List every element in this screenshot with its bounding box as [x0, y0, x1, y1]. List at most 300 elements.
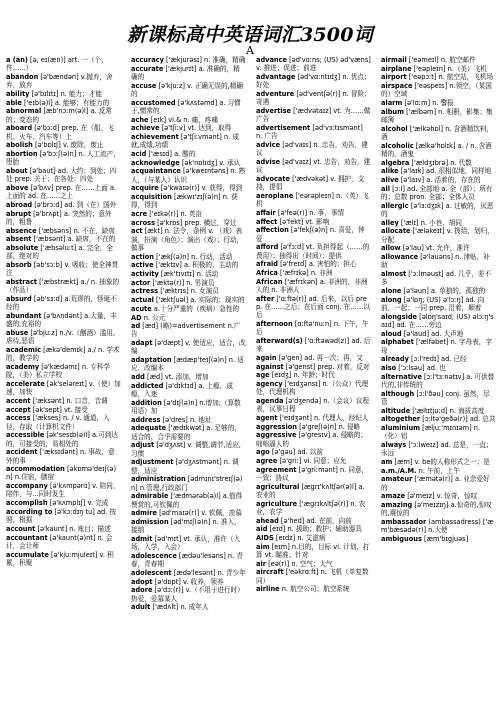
vocab-entry — [131, 99, 246, 116]
headword: adopt — [131, 577, 153, 586]
definition: ad. 按照，根据 — [6, 507, 117, 525]
vocab-entry — [6, 167, 121, 184]
vocab-entry — [6, 465, 121, 482]
phonetic: [ə'laɪv] — [400, 176, 425, 185]
headword: against — [256, 362, 284, 371]
headword: addicted — [131, 381, 164, 390]
definition: n. 含酒精饮料，酒 — [381, 124, 494, 142]
vocab-entry — [256, 320, 371, 337]
phonetic: ['ɔːlsəu] — [398, 364, 425, 373]
definition: n. 账目；描述 — [69, 524, 111, 533]
headword: advocate — [256, 174, 290, 183]
phonetic: [ə'feə(r)] — [277, 208, 308, 217]
vocab-entry — [381, 424, 496, 441]
phonetic: [ə'dʒendə] — [285, 396, 322, 405]
vocab-entry — [131, 475, 246, 492]
definition: n.领空，（某国的）空域 — [381, 82, 492, 99]
phonetic: [ə'gresɪv] — [298, 431, 331, 440]
definition: n. 航空公司；航空系统 — [281, 585, 350, 594]
vocab-entry — [6, 380, 121, 397]
vocab-entry — [6, 184, 121, 201]
phonetic: [əd'mɪt] — [154, 535, 182, 544]
vocab-entry — [131, 373, 246, 381]
phonetic: [æd] — [147, 373, 163, 382]
headword: actress — [131, 287, 159, 296]
definition: ad. 已经 — [441, 355, 467, 364]
vocab-entry — [131, 492, 246, 509]
phonetic: [ə, eɪ(æn)] — [30, 56, 66, 64]
definition: vt. 承认，准许（入场，入学，入会） — [131, 535, 241, 552]
headword: aggression — [256, 422, 297, 431]
definition: a. 准确的，精确的 — [131, 64, 240, 81]
definition: v.（使）加速，加快 — [6, 379, 121, 397]
vocab-entry — [256, 371, 371, 379]
headword: adventure — [256, 89, 295, 98]
phonetic: [ə'kaunt(ə)nt] — [49, 533, 96, 542]
vocab-entry — [381, 415, 496, 423]
definition: prep. 对着，反对 — [317, 362, 370, 371]
headword: am — [381, 458, 393, 467]
phonetic: [əd'vɜːtɪsmənt] — [312, 123, 363, 132]
headword: above — [6, 183, 29, 192]
headword: accompany — [6, 482, 48, 491]
headword: administration — [131, 475, 186, 484]
vocab-entry — [131, 150, 246, 158]
headword: advertisement — [256, 123, 311, 132]
headword: actor — [131, 278, 151, 287]
definition: a. / n. 含酒精的，酒鬼 — [381, 141, 492, 158]
headword: aircraft — [256, 568, 284, 577]
definition: n. 专科学院，（美）私立学校 — [6, 362, 110, 380]
vocab-entry — [6, 73, 121, 90]
headword: accurate — [131, 64, 164, 73]
definition: n. 同意，一致；协议 — [256, 465, 369, 482]
vocab-entry — [131, 261, 246, 269]
phonetic: [əd'maɪə(r)] — [159, 509, 200, 518]
headword: aggressive — [256, 431, 297, 440]
headword: according to — [6, 507, 53, 516]
phonetic: [ə'kwaɪə(r)] — [160, 184, 200, 193]
definition: n. 年龄；时代 — [293, 371, 335, 380]
definition: vi.& n. 痛，疼痛 — [168, 115, 219, 124]
phonetic: [æm'bɪgjuəs] — [423, 535, 469, 544]
definition: prep. 在（船、飞机、火车、汽车等）上 — [6, 124, 114, 141]
headword: allocate — [381, 227, 411, 236]
headword: ambiguous — [381, 535, 422, 544]
definition: n. 午前，上午 — [418, 466, 460, 475]
headword: accomplish — [6, 499, 48, 508]
phonetic: [əb'sɔːb] — [33, 260, 63, 269]
headword: abrupt — [6, 209, 31, 218]
phonetic: [ə'kweɪntəns] — [182, 167, 229, 176]
headword: allow — [381, 244, 401, 253]
phonetic: [əd'vaɪs] — [282, 140, 312, 149]
vocab-entry — [131, 124, 246, 132]
phonetic: ['ɑːftəwəd(z)] — [304, 336, 350, 345]
definition: a.大量，丰盛的,充裕的 — [6, 311, 117, 329]
vocab-entry — [381, 167, 496, 175]
vocab-entry — [6, 346, 121, 363]
definition: ad. 后来 — [256, 336, 371, 354]
vocab-entry — [381, 270, 496, 287]
definition: n. 获得，得到 — [131, 193, 238, 210]
headword: aeroplane — [256, 191, 294, 200]
definition: n. 调整，适应 — [131, 458, 239, 475]
vocab-entry — [381, 296, 496, 313]
definition: a.惊奇的,惊叹的,震惊的 — [381, 501, 492, 518]
vocab-entry — [256, 226, 371, 243]
definition: n.（化）铝 — [381, 424, 481, 441]
vocab-entry — [381, 535, 496, 543]
vocab-entry — [256, 90, 371, 107]
headword: accuse — [131, 81, 157, 90]
definition: ad. 也 — [426, 364, 446, 373]
vocab-entry — [131, 219, 246, 227]
phonetic: [ə'gəu] — [271, 448, 296, 457]
definition: n. 青少年 — [217, 569, 246, 578]
headword: absurd — [6, 294, 32, 303]
headword: alive — [381, 176, 399, 185]
headword: active — [131, 261, 154, 270]
phonetic: ['æbsəns] — [38, 226, 72, 235]
phonetic: [ɑːftə'nuːn] — [294, 319, 332, 328]
headword: agriculture — [256, 499, 298, 508]
headword: alphabet — [381, 338, 414, 347]
definition: vt. 允许，准许 — [425, 244, 470, 253]
vocab-entry — [256, 543, 371, 560]
vocab-entry — [256, 278, 371, 295]
phonetic: [eə(r)] — [268, 559, 290, 568]
definition: v. 正确无误的,精确的 — [131, 81, 243, 98]
vocab-entry — [256, 448, 371, 456]
headword: AD — [131, 313, 142, 322]
phonetic: ['eəspeɪs] — [414, 82, 448, 91]
headword: abroad — [6, 200, 33, 209]
definition: a.十分严重的（疾病）急性的 — [153, 304, 240, 313]
vocab-entry — [381, 56, 496, 64]
definition: n. 艾滋病 — [297, 533, 326, 542]
definition: v.抛弃，舍弃，放弃 — [6, 72, 113, 90]
headword: age — [256, 371, 270, 380]
headword: airmail — [381, 56, 407, 64]
headword: absent — [6, 235, 32, 244]
vocab-entry — [256, 73, 371, 90]
phonetic: [ə'dɪktɪd] — [165, 381, 197, 390]
definition: n. 忠告，劝告，建议 — [256, 140, 368, 158]
headword: advertise — [256, 106, 292, 115]
definition: n. 喜爱，钟爱 — [256, 226, 365, 243]
headword: across — [131, 218, 155, 227]
vocab-entry — [131, 518, 246, 535]
vocab-entry — [256, 380, 371, 397]
definition: prep. 在……上面 a. 上面的 ad. 在……之上 — [6, 183, 117, 201]
headword: advise — [256, 157, 281, 166]
phonetic: [eɪm] — [271, 542, 290, 551]
definition: n. 青春，青春期 — [131, 552, 243, 569]
phonetic: ['ædvəkət] — [292, 174, 329, 183]
vocab-entry — [381, 467, 496, 475]
vocab-entry — [381, 518, 496, 535]
headword: aloud — [381, 329, 402, 338]
headword: addition — [131, 398, 162, 407]
phonetic: [ə'kædəmɪ] — [41, 362, 80, 371]
definition: n. 冒险；奇遇 — [256, 89, 371, 107]
vocab-entry — [256, 107, 371, 124]
vocab-entry — [6, 244, 121, 261]
headword: also — [381, 364, 397, 373]
headword: accelerate — [6, 379, 45, 388]
phonetic: [ə'meɪz] — [407, 492, 435, 501]
vocab-entry — [256, 141, 371, 158]
definition: n. 飞机（单复数同） — [256, 568, 369, 585]
headword: allowance — [381, 253, 419, 262]
headword: Africa — [256, 268, 278, 277]
headword: access — [6, 414, 31, 423]
phonetic: ['ælkəhɒl] — [409, 124, 444, 133]
vocab-entry — [131, 116, 246, 124]
headword: agent — [256, 413, 278, 422]
headword: act — [131, 227, 143, 236]
headword: a.m./A.M. — [381, 466, 417, 475]
definition: ad. 很相似地，同样地 — [426, 167, 492, 176]
vocab-entry — [381, 82, 496, 99]
definition-extra: n.大使 — [428, 526, 448, 535]
phonetic: [ə'tʃiːvmənt] — [180, 133, 222, 142]
headword: account — [6, 524, 36, 533]
phonetic: [ə'bɔːʃ(ə)n] — [39, 150, 77, 158]
vocab-entry — [131, 167, 246, 184]
definition: v. 陪同，陪伴，与...同时发生 — [6, 482, 120, 499]
phonetic: ['eɪdʒənt] — [279, 413, 312, 422]
vocab-entry — [131, 227, 246, 252]
headword: afterward(s) — [256, 336, 303, 345]
phonetic: [ə'baut] — [29, 166, 56, 175]
phonetic: [ə'kʌstəmd] — [177, 98, 218, 107]
headword: agricultural — [256, 482, 300, 491]
vocab-entry — [256, 363, 371, 371]
definition: ad. 在前，向前 — [306, 516, 352, 525]
definition: n. 成就,成绩,功绩 — [131, 133, 239, 150]
vocab-entry — [6, 397, 121, 405]
phonetic: [ə'hed] — [280, 516, 305, 525]
phonetic: ['ælfəbet] — [416, 338, 449, 347]
headword: all — [381, 184, 390, 193]
vocab-entry — [131, 322, 246, 339]
phonetic: [ɔːl'tɜːnətɪv] — [424, 372, 465, 381]
definition: n.住宿，膳宿 — [14, 473, 55, 482]
phonetic: [ə'bɪlɪtɪ] — [31, 89, 59, 98]
definition: n.（英）飞机 — [256, 191, 369, 209]
headword: alcohol — [381, 124, 408, 133]
phonetic: ['æltɪtjuːd] — [412, 406, 448, 415]
vocab-entry — [131, 399, 246, 416]
definition: n./v.（酗酒）滥用,虐待,恶语 — [6, 328, 116, 346]
definition: ad. 在……旁边 — [396, 321, 442, 330]
headword: abstract — [6, 277, 38, 286]
headword: affect — [256, 217, 278, 226]
headword: a (an) — [6, 56, 28, 64]
headword: AIDS — [256, 533, 274, 542]
phonetic: [əd'ventʃə(r)] — [296, 89, 341, 98]
definition: n.目的，目标 vi. 计划，打算 vt. 瞄准；针对 — [256, 542, 370, 559]
headword: airspace — [381, 82, 413, 91]
headword: admirable — [131, 492, 169, 501]
vocab-entry — [381, 501, 496, 518]
definition: n.（会议）议程表，议事日程 — [256, 396, 370, 414]
vocab-entry — [131, 253, 246, 261]
definition: art. 一（个、件……） — [6, 56, 108, 73]
vocab-entry — [6, 295, 121, 312]
headword: allergic — [381, 201, 409, 210]
definition: vt. 为……做广告 — [256, 106, 371, 124]
definition: vt. 添加，增加 — [164, 373, 209, 382]
phonetic: ['eɪdʒənsɪ] — [284, 379, 321, 388]
definition: n. 事故，意外的事 — [6, 448, 115, 465]
headword: alone — [381, 287, 402, 296]
phonetic: [ælkə'hɒlɪk] — [415, 141, 456, 150]
vocabulary-column-3 — [250, 56, 375, 708]
vocab-entry — [6, 312, 121, 329]
definition: n. 会计，会计师 — [6, 533, 113, 550]
definition: n. 不在，缺席 — [73, 226, 115, 235]
phonetic: [ɔːltə'geðə(r)] — [422, 415, 468, 424]
phonetic: [ə'laud] — [403, 329, 430, 338]
headword: air — [256, 559, 266, 568]
phonetic: ['eəpleɪn] — [413, 64, 446, 73]
headword: alternative — [381, 372, 422, 381]
vocab-entry — [381, 185, 496, 202]
phonetic: [ə'greʃ(ə)n] — [299, 422, 337, 431]
headword: abolish — [6, 141, 33, 150]
definition: v. 获得，得到 — [201, 184, 243, 193]
phonetic: [æm] — [394, 458, 413, 467]
headword: afternoon — [256, 319, 293, 328]
vocab-entry — [256, 585, 371, 593]
phonetic: [ə'bjuːz] — [30, 328, 58, 337]
vocab-entry — [256, 431, 371, 448]
phonetic: [ædæp'teɪʃ(ə)n] — [173, 356, 227, 365]
vocab-entry — [256, 158, 371, 175]
definition: v. 使适应，适合，改编 — [131, 339, 246, 356]
vocab-entry — [131, 56, 246, 64]
definition: a. 突然的；意外的，粗鲁 — [6, 209, 112, 226]
phonetic: [əkɒmə'deɪʃ(ə)n] — [6, 465, 117, 482]
headword: acquaintance — [131, 167, 181, 176]
phonetic: ['æmətə(r)] — [414, 475, 453, 484]
headword: ago — [256, 448, 270, 457]
definition: n. 海拔高度 — [449, 406, 485, 415]
vocab-entry — [6, 551, 121, 568]
vocab-entry — [256, 568, 371, 585]
vocab-entry — [131, 416, 246, 424]
headword: add — [131, 373, 145, 382]
definition: (ambassadress) ['æm'bæsədə(r)] — [381, 518, 494, 535]
vocab-entry — [131, 270, 246, 278]
definition: vt. 忠告，劝告，建议 — [256, 157, 371, 175]
phonetic: ['ægrɪkʌltʃə(r)] — [299, 499, 349, 508]
headword: achievement — [131, 133, 179, 142]
vocab-entry — [381, 458, 496, 466]
phonetic: [ə'krɒs] — [157, 218, 183, 227]
headword: ambassador — [381, 518, 427, 527]
headword: absolute — [6, 244, 39, 252]
vocabulary-column-1 — [0, 56, 125, 708]
headword: admit — [131, 535, 153, 544]
headword: airport — [381, 73, 407, 82]
page-title: 新课标高中英语词汇3500词 — [127, 24, 373, 46]
headword: along — [381, 295, 402, 304]
headword: aluminium — [381, 424, 421, 433]
headword: alley — [381, 218, 399, 227]
vocab-entry — [6, 329, 121, 346]
headword: ad — [131, 322, 141, 331]
phonetic: ['ækses] — [32, 414, 61, 423]
definition: v. 拨给，划归，分配 — [381, 227, 494, 244]
phonetic: [ə'brʌpt] — [33, 209, 62, 218]
definition: ad. 再一次；再，又 — [304, 353, 363, 362]
headword: adolescent — [131, 569, 172, 578]
headword: African — [256, 277, 283, 286]
phonetic: [ə'kjuːmjuleɪt] — [50, 550, 98, 559]
definition: vt. 负担得起（……的费用）；抽得出（时间）；提供 — [256, 243, 370, 260]
vocab-entry — [381, 99, 496, 107]
vocab-entry — [6, 499, 121, 507]
phonetic: [ək'nɒlɪdʒ] — [181, 158, 218, 167]
phonetic: [ə'bɔːd] — [34, 124, 60, 133]
phonetic: ['æbsənt] — [33, 235, 66, 244]
headword: accumulate — [6, 550, 49, 559]
phonetic: [ə'lɜːdʒɪk] — [410, 201, 444, 210]
phonetic: ['æksɪdənt] — [39, 448, 78, 457]
vocab-entry — [131, 65, 246, 82]
phonetic: ['æktə(r)] — [152, 278, 185, 287]
headword: agreement — [256, 465, 297, 474]
headword: accent — [6, 396, 31, 405]
definition: n. 字母表，字母 — [381, 338, 492, 355]
definition: ad. 向前，一起；一同 prep. 沿着，顺着 — [381, 295, 485, 313]
definition: ad. 总共 — [469, 415, 496, 424]
vocab-entry — [6, 406, 121, 414]
vocabulary-columns — [0, 56, 500, 708]
definition: a. 足够的，适合的，合乎需要的 — [131, 424, 241, 441]
definition: n. / v. 通道，入径，存取（计算机文件） — [6, 414, 110, 431]
definition: n. 女演员 — [190, 287, 219, 296]
vocab-entry — [381, 125, 496, 142]
definition: a. 上瘾，成瘾，入迷 — [131, 381, 233, 399]
definition: ad. 几乎，差不多 — [381, 270, 492, 287]
definition: a./ n. 抽象的（作品） — [6, 277, 120, 295]
phonetic: [ækwɪ'zɪʃ(ə)n] — [173, 193, 221, 202]
headword: after — [256, 294, 275, 303]
phonetic: ['æfrɪkən] — [284, 277, 318, 286]
vocabulary-column-4 — [375, 56, 500, 708]
definition: a. 业余爱好的 — [381, 475, 490, 492]
phonetic: ['ældʒɪbrə] — [411, 158, 449, 167]
phonetic: [ə'bʌndənt] — [43, 311, 82, 320]
vocab-entry — [256, 560, 371, 568]
vocab-entry — [256, 397, 371, 414]
vocab-entry — [131, 509, 246, 517]
definition: ad. 以前 — [297, 448, 323, 457]
headword: acre — [131, 210, 148, 219]
phonetic: [ək'sept] — [32, 405, 62, 414]
phonetic: [eɪdʒ] — [271, 371, 292, 380]
definition: n. 行动，活动 — [191, 252, 233, 261]
definition: n. 成年人 — [180, 603, 209, 612]
definition: n. 能力；才能 — [60, 89, 102, 98]
vocab-entry — [256, 269, 371, 277]
vocab-entry — [131, 441, 246, 458]
